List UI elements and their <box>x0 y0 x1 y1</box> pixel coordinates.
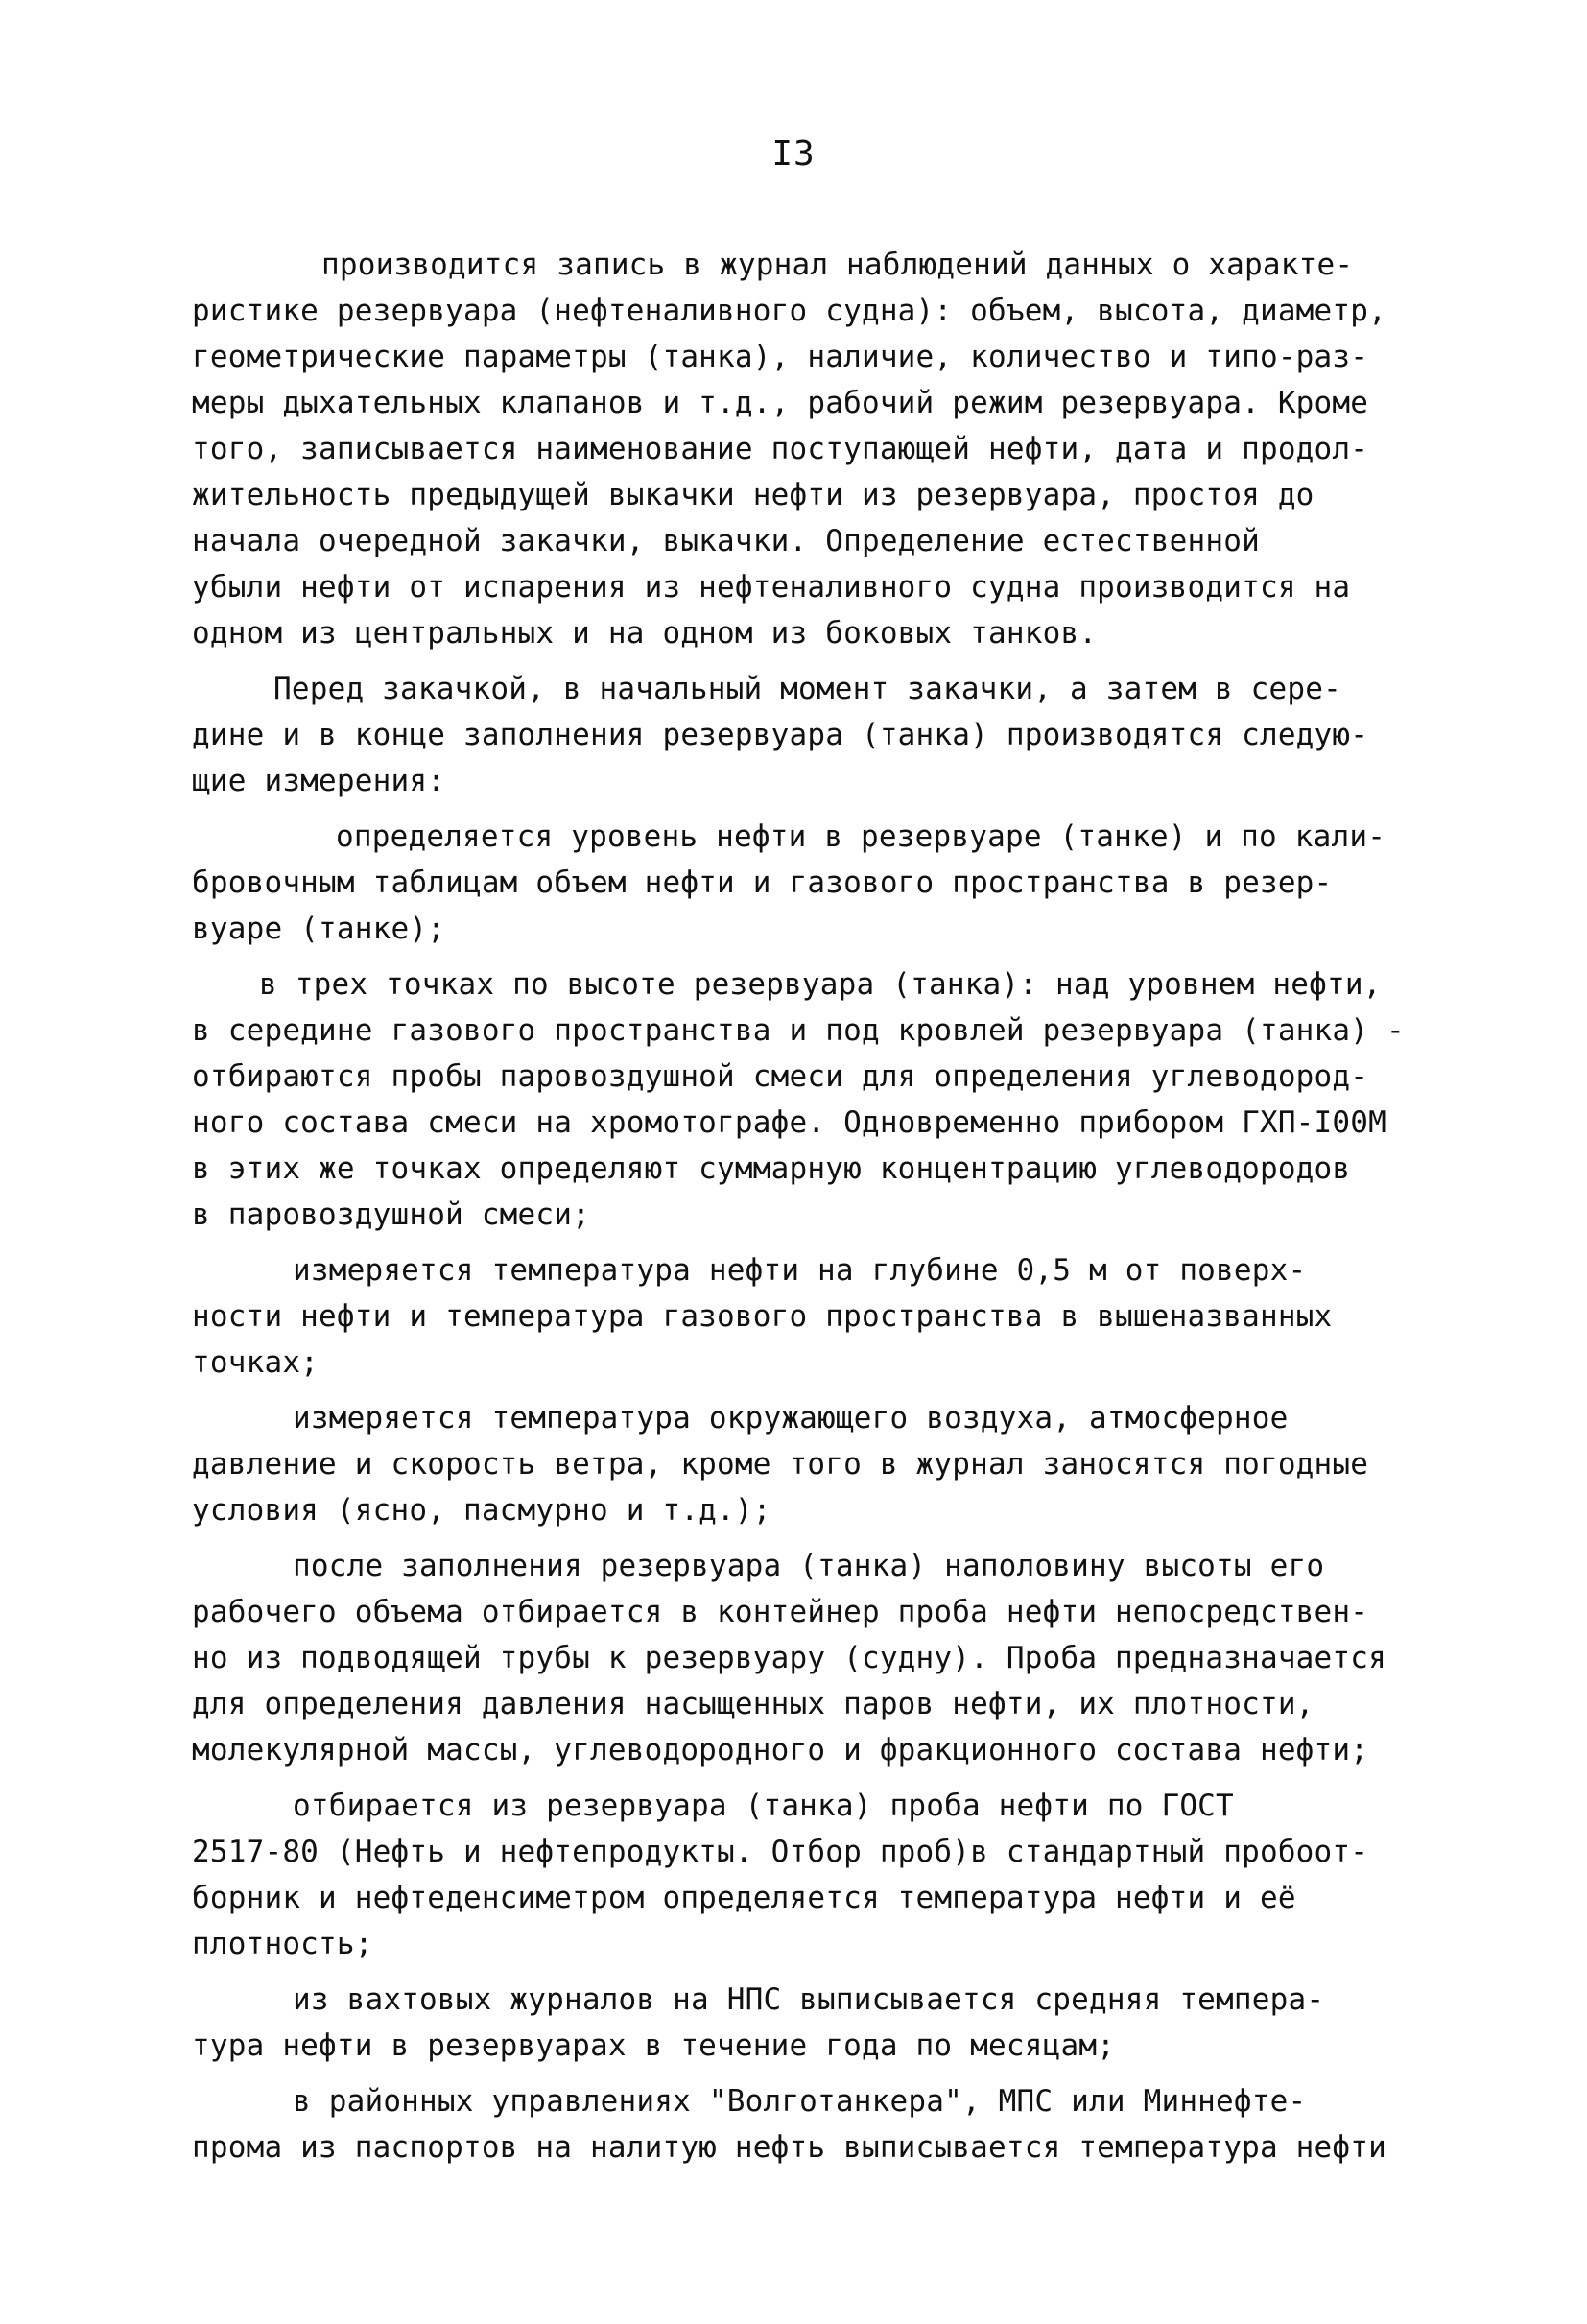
text-line: измеряется температура окружающего воздуха, атмосферное <box>293 1401 1289 1435</box>
paragraph-gap <box>192 1386 1449 1395</box>
text-line: вуаре (танке); <box>192 912 446 946</box>
text-line: но из подводящей трубы к резервуару (судну). Проба предназначается <box>192 1641 1386 1675</box>
text-line: геометрические параметры (танка), наличие, количество и типо-раз- <box>192 340 1369 374</box>
text-line: давление и скорость ветра, кроме того в журнал заносятся погодные <box>192 1447 1369 1482</box>
text-line: молекулярной массы, углеводородного и фракционного состава нефти; <box>192 1733 1369 1767</box>
text-line: борник и нефтеденсиметром определяется температура нефти и её <box>192 1881 1296 1915</box>
text-line: прома из паспортов на налитую нефть выписывается температура нефти <box>192 2130 1386 2165</box>
paragraph-gap <box>192 1238 1449 1247</box>
page-number: I3 <box>771 134 816 174</box>
text-line: одном из центральных и на одном из боковых танков. <box>192 616 1098 651</box>
text-line: начала очередной закачки, выкачки. Определение естественной <box>192 524 1260 558</box>
text-line: в районных управлениях "Волготанкера", МПС или Миннефте- <box>293 2084 1307 2119</box>
text-line: бровочным таблицам объем нефти и газового пространства в резер- <box>192 866 1333 900</box>
text-line: рабочего объема отбирается в контейнер проба нефти непосредствен- <box>192 1595 1369 1629</box>
text-line: убыли нефти от испарения из нефтеналивного судна производится на <box>192 570 1351 605</box>
text-line: определяется уровень нефти в резервуаре (танке) и по кали- <box>336 819 1386 854</box>
text-line: производится запись в журнал наблюдений данных о характе- <box>321 248 1354 282</box>
paragraph-gap <box>192 952 1449 961</box>
text-line: дине и в конце заполнения резервуара (танка) производятся следую- <box>192 718 1369 752</box>
text-line: отбираются пробы паровоздушной смеси для определения углеводород- <box>192 1059 1369 1094</box>
text-line: в середине газового пространства и под кровлей резервуара (танка) - <box>192 1013 1405 1048</box>
text-line: ности нефти и температура газового пространства в вышеназванных <box>192 1299 1333 1334</box>
paragraph-gap <box>192 2069 1449 2078</box>
text-line: ристике резервуара (нефтеналивного судна): объем, высота, диаметр, <box>192 294 1386 328</box>
text-line: жительность предыдущей выкачки нефти из резервуара, простоя до <box>192 478 1315 512</box>
text-line: 2517-80 (Нефть и нефтепродукты. Отбор проб)в стандартный пробоот- <box>192 1835 1369 1869</box>
text-line: тура нефти в резервуарах в течение года по месяцам; <box>192 2028 1116 2063</box>
text-line: после заполнения резервуара (танка) наполовину высоты его <box>293 1549 1325 1583</box>
paragraph-gap <box>192 1773 1449 1783</box>
text-line: плотность; <box>192 1927 373 1961</box>
text-line: измеряется температура нефти на глубине 0,5 м от поверх- <box>293 1253 1307 1288</box>
text-line: в трех точках по высоте резервуара (танка): над уровнем нефти, <box>259 967 1382 1002</box>
text-line: в этих же точках определяют суммарную концентрацию углеводородов <box>192 1151 1351 1186</box>
text-line: щие измерения: <box>192 764 446 798</box>
paragraph-gap <box>192 656 1449 666</box>
text-line: ного состава смеси на хромотографе. Одновременно прибором ГХП-I00М <box>192 1105 1386 1140</box>
text-line: из вахтовых журналов на НПС выписывается средняя темпера- <box>293 1982 1325 2017</box>
text-line: для определения давления насыщенных паров нефти, их плотности, <box>192 1687 1315 1721</box>
document-body <box>192 242 1449 2170</box>
paragraph-gap <box>192 1533 1449 1543</box>
text-line: Перед закачкой, в начальный момент закачки, а затем в сере- <box>273 672 1341 706</box>
text-line: меры дыхательных клапанов и т.д., рабочий режим резервуара. Кроме <box>192 386 1369 420</box>
text-line: условия (ясно, пасмурно и т.д.); <box>192 1493 771 1528</box>
text-line: точках; <box>192 1345 320 1380</box>
text-line: отбирается из резервуара (танка) проба нефти по ГОСТ <box>293 1789 1234 1823</box>
paragraph-gap <box>192 1967 1449 1977</box>
paragraph-gap <box>192 804 1449 814</box>
text-line: того, записывается наименование поступающей нефти, дата и продол- <box>192 432 1369 466</box>
text-line: в паровоздушной смеси; <box>192 1198 590 1232</box>
